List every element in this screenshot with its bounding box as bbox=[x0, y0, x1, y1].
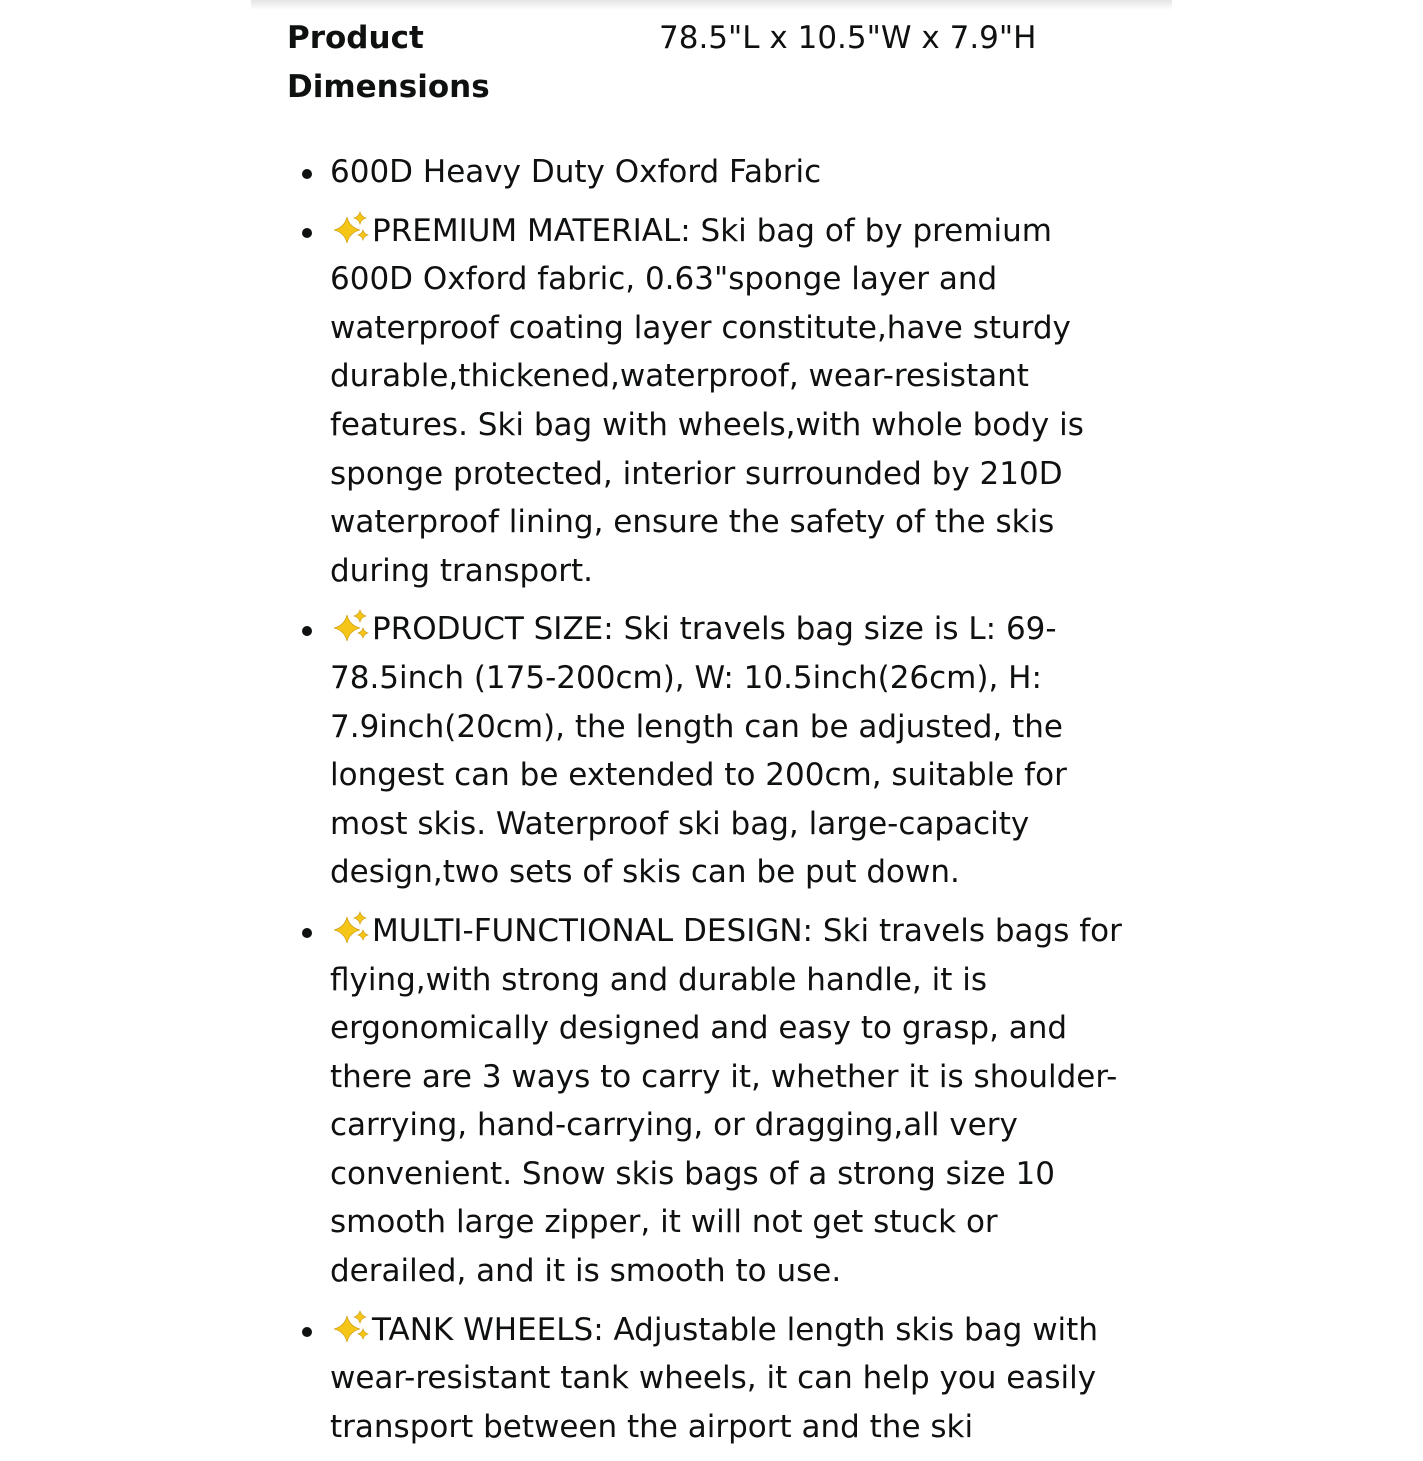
spec-label-line1: Product bbox=[287, 20, 424, 56]
bullet-dot-icon bbox=[302, 928, 312, 938]
spec-row-product-dimensions bbox=[287, 14, 1147, 114]
spec-label-line2: Dimensions bbox=[287, 69, 490, 105]
feature-bullet bbox=[251, 907, 1172, 1296]
bullet-text: 600D Heavy Duty Oxford Fabric bbox=[330, 154, 822, 190]
bullet-text: TANK WHEELS: Adjustable length skis bag with wear-resistant tank wheels, it can help you easily transport between the airport and the ski bbox=[330, 1311, 1098, 1445]
spec-label bbox=[287, 14, 547, 112]
bullet-text: MULTI-FUNCTIONAL DESIGN: Ski travels bags for flying,with strong and durable handle, it is ergonomically designed and easy to grasp, and there are 3 ways to carry it, whether it is shoulder-carrying, hand-carrying, or dragging,all very convenient. Snow skis bags of a strong size 10 smooth large zipper, it will not get stuck or derailed, and it is smooth to use. bbox=[330, 912, 1122, 1290]
feature-bullet bbox=[251, 148, 1172, 197]
feature-bullet bbox=[251, 1306, 1172, 1452]
spec-value: 78.5"L x 10.5"W x 7.9"H bbox=[659, 20, 1037, 56]
sparkles-icon bbox=[330, 1309, 372, 1343]
sparkles-icon bbox=[330, 910, 372, 944]
product-details-panel bbox=[251, 0, 1172, 1445]
feature-bullet bbox=[251, 605, 1172, 897]
sparkles-icon bbox=[330, 608, 372, 642]
bullet-dot-icon bbox=[302, 169, 312, 179]
sparkles-icon bbox=[330, 210, 372, 244]
bullet-text: PRODUCT SIZE: Ski travels bag size is L: 69-78.5inch (175-200cm), W: 10.5inch(26cm), H: 7.9inch(20cm), the length can be adjusted, the longest can be extended to 200cm, suitable for most skis. Waterproof ski bag, large-capacity design,two sets of skis can be put down. bbox=[330, 611, 1067, 891]
feature-bullet bbox=[251, 207, 1172, 596]
bullet-text: PREMIUM MATERIAL: Ski bag of by premium 600D Oxford fabric, 0.63"sponge layer and waterproof coating layer constitute,have sturdy durable,thickened,waterproof, wear-resistant features. Ski bag with wheels,with whole body is sponge protected, interior surrounded by 210D waterproof lining, ensure the safety of the skis during transport. bbox=[330, 212, 1084, 589]
header-shadow bbox=[251, 0, 1172, 10]
bullet-dot-icon bbox=[302, 228, 312, 238]
bullet-dot-icon bbox=[302, 626, 312, 636]
feature-bullet-list bbox=[251, 148, 1172, 1461]
bullet-dot-icon bbox=[302, 1327, 312, 1337]
